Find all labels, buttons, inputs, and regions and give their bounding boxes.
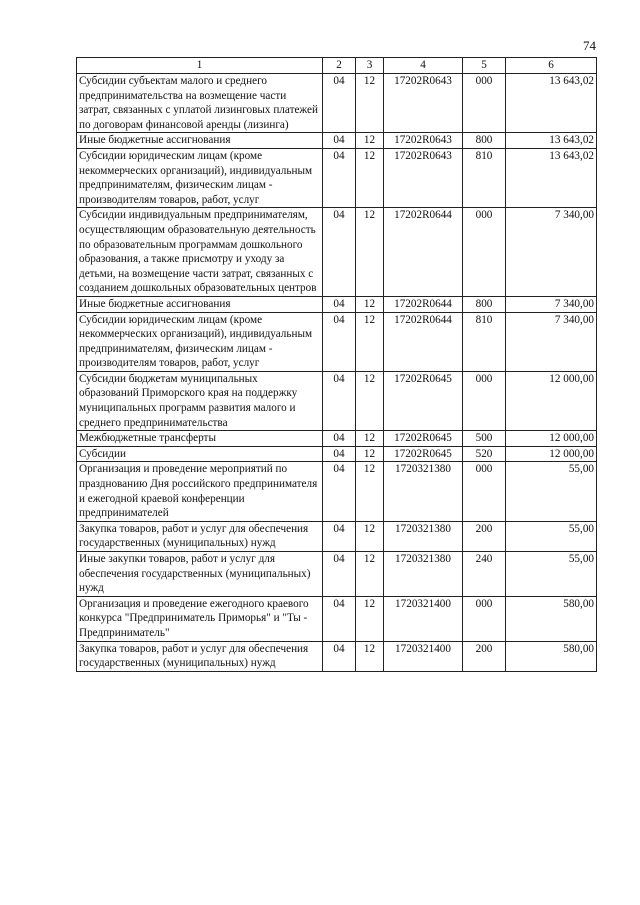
row-name: Закупка товаров, работ и услуг для обеспечения государственных (муниципальных) нужд bbox=[77, 641, 323, 671]
row-expense-type: 000 bbox=[463, 208, 506, 297]
row-subsection: 12 bbox=[356, 371, 384, 430]
row-section: 04 bbox=[323, 462, 356, 521]
row-section: 04 bbox=[323, 596, 356, 641]
row-subsection: 12 bbox=[356, 208, 384, 297]
row-expense-type: 000 bbox=[463, 74, 506, 133]
table-row bbox=[77, 446, 597, 462]
row-target-code: 1720321380 bbox=[384, 462, 463, 521]
row-amount: 7 340,00 bbox=[506, 312, 597, 371]
row-amount: 12 000,00 bbox=[506, 371, 597, 430]
row-expense-type: 500 bbox=[463, 431, 506, 447]
row-section: 04 bbox=[323, 312, 356, 371]
row-expense-type: 000 bbox=[463, 596, 506, 641]
row-target-code: 17202R0644 bbox=[384, 208, 463, 297]
row-amount: 7 340,00 bbox=[506, 208, 597, 297]
table-row bbox=[77, 641, 597, 671]
page-number: 74 bbox=[583, 38, 596, 53]
row-name: Организация и проведение мероприятий по празднованию Дня российского предпринимателя и ежегодной краевой конференции предпринимателей bbox=[77, 462, 323, 521]
row-section: 04 bbox=[323, 371, 356, 430]
column-header-3: 3 bbox=[356, 58, 384, 74]
row-section: 04 bbox=[323, 446, 356, 462]
row-expense-type: 200 bbox=[463, 641, 506, 671]
row-target-code: 17202R0645 bbox=[384, 431, 463, 447]
row-subsection: 12 bbox=[356, 552, 384, 597]
row-expense-type: 810 bbox=[463, 148, 506, 207]
row-subsection: 12 bbox=[356, 596, 384, 641]
row-expense-type: 800 bbox=[463, 133, 506, 149]
table-row bbox=[77, 431, 597, 447]
table-row bbox=[77, 312, 597, 371]
row-section: 04 bbox=[323, 74, 356, 133]
row-name: Закупка товаров, работ и услуг для обеспечения государственных (муниципальных) нужд bbox=[77, 521, 323, 551]
row-target-code: 17202R0645 bbox=[384, 446, 463, 462]
row-subsection: 12 bbox=[356, 133, 384, 149]
row-subsection: 12 bbox=[356, 431, 384, 447]
table-header-row bbox=[77, 58, 597, 74]
row-subsection: 12 bbox=[356, 74, 384, 133]
row-section: 04 bbox=[323, 133, 356, 149]
row-amount: 55,00 bbox=[506, 552, 597, 597]
row-expense-type: 520 bbox=[463, 446, 506, 462]
row-section: 04 bbox=[323, 208, 356, 297]
row-expense-type: 240 bbox=[463, 552, 506, 597]
row-target-code: 1720321400 bbox=[384, 641, 463, 671]
row-amount: 580,00 bbox=[506, 641, 597, 671]
row-name: Организация и проведение ежегодного краевого конкурса "Предприниматель Приморья" и "Ты - Предприниматель" bbox=[77, 596, 323, 641]
row-name: Межбюджетные трансферты bbox=[77, 431, 323, 447]
row-expense-type: 000 bbox=[463, 371, 506, 430]
row-expense-type: 810 bbox=[463, 312, 506, 371]
row-subsection: 12 bbox=[356, 641, 384, 671]
row-subsection: 12 bbox=[356, 446, 384, 462]
row-subsection: 12 bbox=[356, 312, 384, 371]
row-amount: 7 340,00 bbox=[506, 296, 597, 312]
column-header-5: 5 bbox=[463, 58, 506, 74]
row-subsection: 12 bbox=[356, 296, 384, 312]
row-name: Иные закупки товаров, работ и услуг для обеспечения государственных (муниципальных) нужд bbox=[77, 552, 323, 597]
row-section: 04 bbox=[323, 552, 356, 597]
row-target-code: 17202R0643 bbox=[384, 133, 463, 149]
column-header-2: 2 bbox=[323, 58, 356, 74]
row-subsection: 12 bbox=[356, 462, 384, 521]
row-amount: 13 643,02 bbox=[506, 148, 597, 207]
table-row bbox=[77, 133, 597, 149]
row-target-code: 1720321380 bbox=[384, 521, 463, 551]
column-header-6: 6 bbox=[506, 58, 597, 74]
row-target-code: 17202R0644 bbox=[384, 296, 463, 312]
row-expense-type: 800 bbox=[463, 296, 506, 312]
column-header-4: 4 bbox=[384, 58, 463, 74]
row-target-code: 1720321400 bbox=[384, 596, 463, 641]
row-name: Субсидии юридическим лицам (кроме некоммерческих организаций), индивидуальным предпринимателям, физическим лицам - производителям товаров, работ, услуг bbox=[77, 312, 323, 371]
row-section: 04 bbox=[323, 521, 356, 551]
table-row bbox=[77, 596, 597, 641]
table-row bbox=[77, 296, 597, 312]
table-row bbox=[77, 371, 597, 430]
table-row bbox=[77, 462, 597, 521]
row-target-code: 17202R0645 bbox=[384, 371, 463, 430]
table-row bbox=[77, 552, 597, 597]
row-expense-type: 200 bbox=[463, 521, 506, 551]
row-target-code: 1720321380 bbox=[384, 552, 463, 597]
table-row bbox=[77, 208, 597, 297]
row-amount: 13 643,02 bbox=[506, 133, 597, 149]
row-name: Субсидии bbox=[77, 446, 323, 462]
row-target-code: 17202R0644 bbox=[384, 312, 463, 371]
row-target-code: 17202R0643 bbox=[384, 148, 463, 207]
row-name: Иные бюджетные ассигнования bbox=[77, 133, 323, 149]
budget-table bbox=[76, 57, 597, 672]
row-name: Субсидии индивидуальным предпринимателям, осуществляющим образовательную деятельность по образовательным программам дошкольного образования, а также присмотру и уходу за детьми, на возмещение части затрат, связанных с созданием дошкольных образовательных центров bbox=[77, 208, 323, 297]
table-row bbox=[77, 74, 597, 133]
row-subsection: 12 bbox=[356, 148, 384, 207]
row-subsection: 12 bbox=[356, 521, 384, 551]
row-amount: 12 000,00 bbox=[506, 446, 597, 462]
row-name: Иные бюджетные ассигнования bbox=[77, 296, 323, 312]
row-amount: 580,00 bbox=[506, 596, 597, 641]
row-section: 04 bbox=[323, 641, 356, 671]
column-header-1: 1 bbox=[77, 58, 323, 74]
row-section: 04 bbox=[323, 148, 356, 207]
row-target-code: 17202R0643 bbox=[384, 74, 463, 133]
row-amount: 55,00 bbox=[506, 462, 597, 521]
row-expense-type: 000 bbox=[463, 462, 506, 521]
row-name: Субсидии субъектам малого и среднего предпринимательства на возмещение части затрат, связанных с уплатой лизинговых платежей по договорам финансовой аренды (лизинга) bbox=[77, 74, 323, 133]
row-section: 04 bbox=[323, 296, 356, 312]
row-section: 04 bbox=[323, 431, 356, 447]
row-amount: 55,00 bbox=[506, 521, 597, 551]
row-amount: 13 643,02 bbox=[506, 74, 597, 133]
row-amount: 12 000,00 bbox=[506, 431, 597, 447]
table-row bbox=[77, 148, 597, 207]
row-name: Субсидии юридическим лицам (кроме некоммерческих организаций), индивидуальным предпринимателям, физическим лицам - производителям товаров, работ, услуг bbox=[77, 148, 323, 207]
table-row bbox=[77, 521, 597, 551]
row-name: Субсидии бюджетам муниципальных образований Приморского края на поддержку муниципальных программ развития малого и среднего предпринимательства bbox=[77, 371, 323, 430]
